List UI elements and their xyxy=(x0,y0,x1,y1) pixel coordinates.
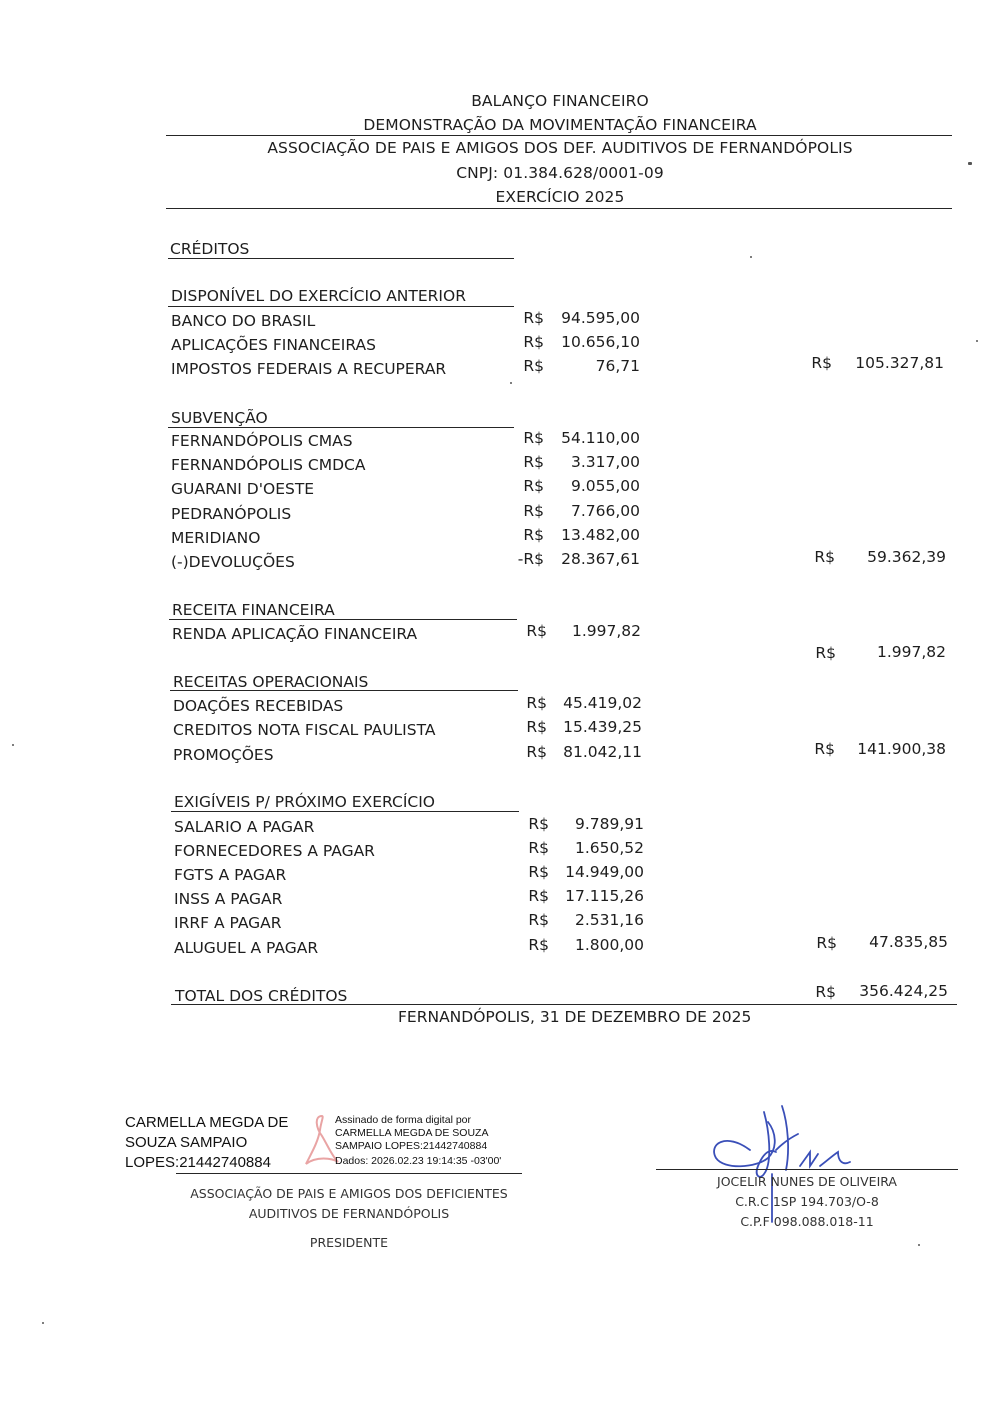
cnpj: CNPJ: 01.384.628/0001-09 xyxy=(456,164,664,182)
scan-speck xyxy=(510,382,512,384)
row-currency: R$ xyxy=(528,863,549,881)
row-value: 3.317,00 xyxy=(570,453,640,471)
row-currency: R$ xyxy=(523,309,544,327)
left-org-line-1: ASSOCIAÇÃO DE PAIS E AMIGOS DOS DEFICIENTES xyxy=(190,1186,508,1201)
row-label: MERIDIANO xyxy=(171,529,261,547)
total-creditos-label: TOTAL DOS CRÉDITOS xyxy=(175,987,348,1005)
row-value: 9.789,91 xyxy=(574,815,644,833)
row-value: 15.439,25 xyxy=(563,718,642,736)
right-signature-rule xyxy=(656,1169,958,1170)
row-value: 94.595,00 xyxy=(561,309,640,327)
section-title-receita-financeira: RECEITA FINANCEIRA xyxy=(172,601,335,619)
section-total-currency: R$ xyxy=(811,354,832,372)
row-label: CREDITOS NOTA FISCAL PAULISTA xyxy=(173,721,436,739)
section-total-currency: R$ xyxy=(814,740,835,758)
row-value: 17.115,26 xyxy=(565,887,644,905)
left-role: PRESIDENTE xyxy=(309,1235,389,1250)
row-value: 81.042,11 xyxy=(563,743,642,761)
section-total-currency: R$ xyxy=(814,548,835,566)
section-title-disponivel: DISPONÍVEL DO EXERCÍCIO ANTERIOR xyxy=(171,287,466,305)
scan-speck xyxy=(750,256,752,258)
row-label: BANCO DO BRASIL xyxy=(171,312,316,330)
left-signature-rule xyxy=(176,1173,522,1174)
header-rule-2 xyxy=(166,208,952,209)
row-value: 14.949,00 xyxy=(565,863,644,881)
signer-name-line-2: SOUZA SAMPAIO xyxy=(125,1134,248,1151)
row-label: APLICAÇÕES FINANCEIRAS xyxy=(171,336,376,354)
row-label: SALARIO A PAGAR xyxy=(174,818,315,836)
row-label: INSS A PAGAR xyxy=(174,890,283,908)
row-currency: R$ xyxy=(526,622,547,640)
signer-name-line-1: CARMELLA MEGDA DE xyxy=(125,1114,289,1131)
row-currency: R$ xyxy=(528,911,549,929)
row-value: 54.110,00 xyxy=(561,429,640,447)
row-value: 2.531,16 xyxy=(574,911,644,929)
accountant-cpf: C.P.F 098.088.018-11 xyxy=(740,1214,874,1229)
row-value: 1.997,82 xyxy=(571,622,641,640)
accountant-crc: C.R.C 1SP 194.703/O-8 xyxy=(735,1194,879,1209)
row-label: FORNECEDORES A PAGAR xyxy=(174,842,375,860)
row-value: 45.419,02 xyxy=(563,694,642,712)
row-label: IRRF A PAGAR xyxy=(174,914,282,932)
row-value: 10.656,10 xyxy=(561,333,640,351)
row-currency: R$ xyxy=(528,887,549,905)
section-rule xyxy=(168,306,514,307)
section-total: 47.835,85 xyxy=(869,933,948,951)
row-label: GUARANI D'OESTE xyxy=(171,480,315,498)
row-label: PROMOÇÕES xyxy=(173,746,274,764)
row-currency: R$ xyxy=(523,333,544,351)
row-value: 13.482,00 xyxy=(561,526,640,544)
creditos-title: CRÉDITOS xyxy=(170,240,250,258)
section-title-receitas-operacionais: RECEITAS OPERACIONAIS xyxy=(173,673,369,691)
organization-name: ASSOCIAÇÃO DE PAIS E AMIGOS DOS DEF. AUDITIVOS DE FERNANDÓPOLIS xyxy=(267,139,853,157)
section-total-currency: R$ xyxy=(815,644,836,662)
section-rule xyxy=(168,427,514,428)
row-label: DOAÇÕES RECEBIDAS xyxy=(173,697,344,715)
row-label: FERNANDÓPOLIS CMAS xyxy=(171,432,353,450)
row-currency: R$ xyxy=(526,718,547,736)
digital-signature-line-1: Assinado de forma digital por xyxy=(335,1114,471,1126)
date-line: FERNANDÓPOLIS, 31 DE DEZEMBRO DE 2025 xyxy=(398,1008,752,1026)
section-rule xyxy=(171,811,519,812)
section-total: 59.362,39 xyxy=(867,548,946,566)
digital-signature-line-3: SAMPAIO LOPES:21442740884 xyxy=(335,1140,488,1152)
section-total: 105.327,81 xyxy=(855,354,944,372)
row-label: FGTS A PAGAR xyxy=(174,866,287,884)
row-currency: R$ xyxy=(523,502,544,520)
row-currency: R$ xyxy=(523,477,544,495)
row-value: 28.367,61 xyxy=(561,550,640,568)
row-currency: R$ xyxy=(526,743,547,761)
row-value: 76,71 xyxy=(595,357,640,375)
digital-signature-line-2: CARMELLA MEGDA DE SOUZA xyxy=(335,1127,489,1139)
total-rule xyxy=(171,1004,957,1005)
fiscal-year: EXERCÍCIO 2025 xyxy=(495,188,625,206)
digital-signature-line-4: Dados: 2026.02.23 19:14:35 -03'00' xyxy=(335,1155,502,1167)
row-currency: R$ xyxy=(528,815,549,833)
row-currency: R$ xyxy=(528,936,549,954)
section-total: 1.997,82 xyxy=(876,643,946,661)
section-title-subvencao: SUBVENÇÃO xyxy=(171,409,268,427)
row-value: 7.766,00 xyxy=(570,502,640,520)
row-label: IMPOSTOS FEDERAIS A RECUPERAR xyxy=(171,360,447,378)
section-title-exigiveis: EXIGÍVEIS P/ PRÓXIMO EXERCÍCIO xyxy=(174,793,436,811)
row-label: (-)DEVOLUÇÕES xyxy=(171,553,295,571)
header-rule-1 xyxy=(166,135,952,136)
scan-speck xyxy=(968,162,972,165)
row-value: 1.650,52 xyxy=(574,839,644,857)
signer-name-line-3: LOPES:21442740884 xyxy=(125,1154,271,1171)
left-org-line-2: AUDITIVOS DE FERNANDÓPOLIS xyxy=(248,1206,450,1221)
row-currency: R$ xyxy=(523,453,544,471)
scan-speck xyxy=(12,744,14,746)
row-currency: R$ xyxy=(523,526,544,544)
row-currency: R$ xyxy=(523,357,544,375)
report-subtitle: DEMONSTRAÇÃO DA MOVIMENTAÇÃO FINANCEIRA xyxy=(363,116,757,134)
row-currency: -R$ xyxy=(517,550,544,568)
row-label: ALUGUEL A PAGAR xyxy=(174,939,319,957)
section-total-currency: R$ xyxy=(816,934,837,952)
scan-speck xyxy=(918,1244,920,1246)
row-currency: R$ xyxy=(528,839,549,857)
accountant-name: JOCELIR NUNES DE OLIVEIRA xyxy=(717,1174,897,1189)
row-label: PEDRANÓPOLIS xyxy=(171,505,292,523)
report-title: BALANÇO FINANCEIRO xyxy=(471,92,649,110)
scan-speck xyxy=(976,340,978,342)
section-rule xyxy=(169,619,517,620)
section-rule xyxy=(170,690,518,691)
scan-speck xyxy=(42,1322,44,1324)
row-label: RENDA APLICAÇÃO FINANCEIRA xyxy=(172,625,418,643)
row-currency: R$ xyxy=(523,429,544,447)
row-label: FERNANDÓPOLIS CMDCA xyxy=(171,456,366,474)
section-total: 141.900,38 xyxy=(857,740,946,758)
creditos-rule xyxy=(168,258,514,259)
total-creditos-currency: R$ xyxy=(815,983,836,1001)
row-value: 9.055,00 xyxy=(570,477,640,495)
row-currency: R$ xyxy=(526,694,547,712)
total-creditos-value: 356.424,25 xyxy=(859,982,948,1000)
row-value: 1.800,00 xyxy=(574,936,644,954)
